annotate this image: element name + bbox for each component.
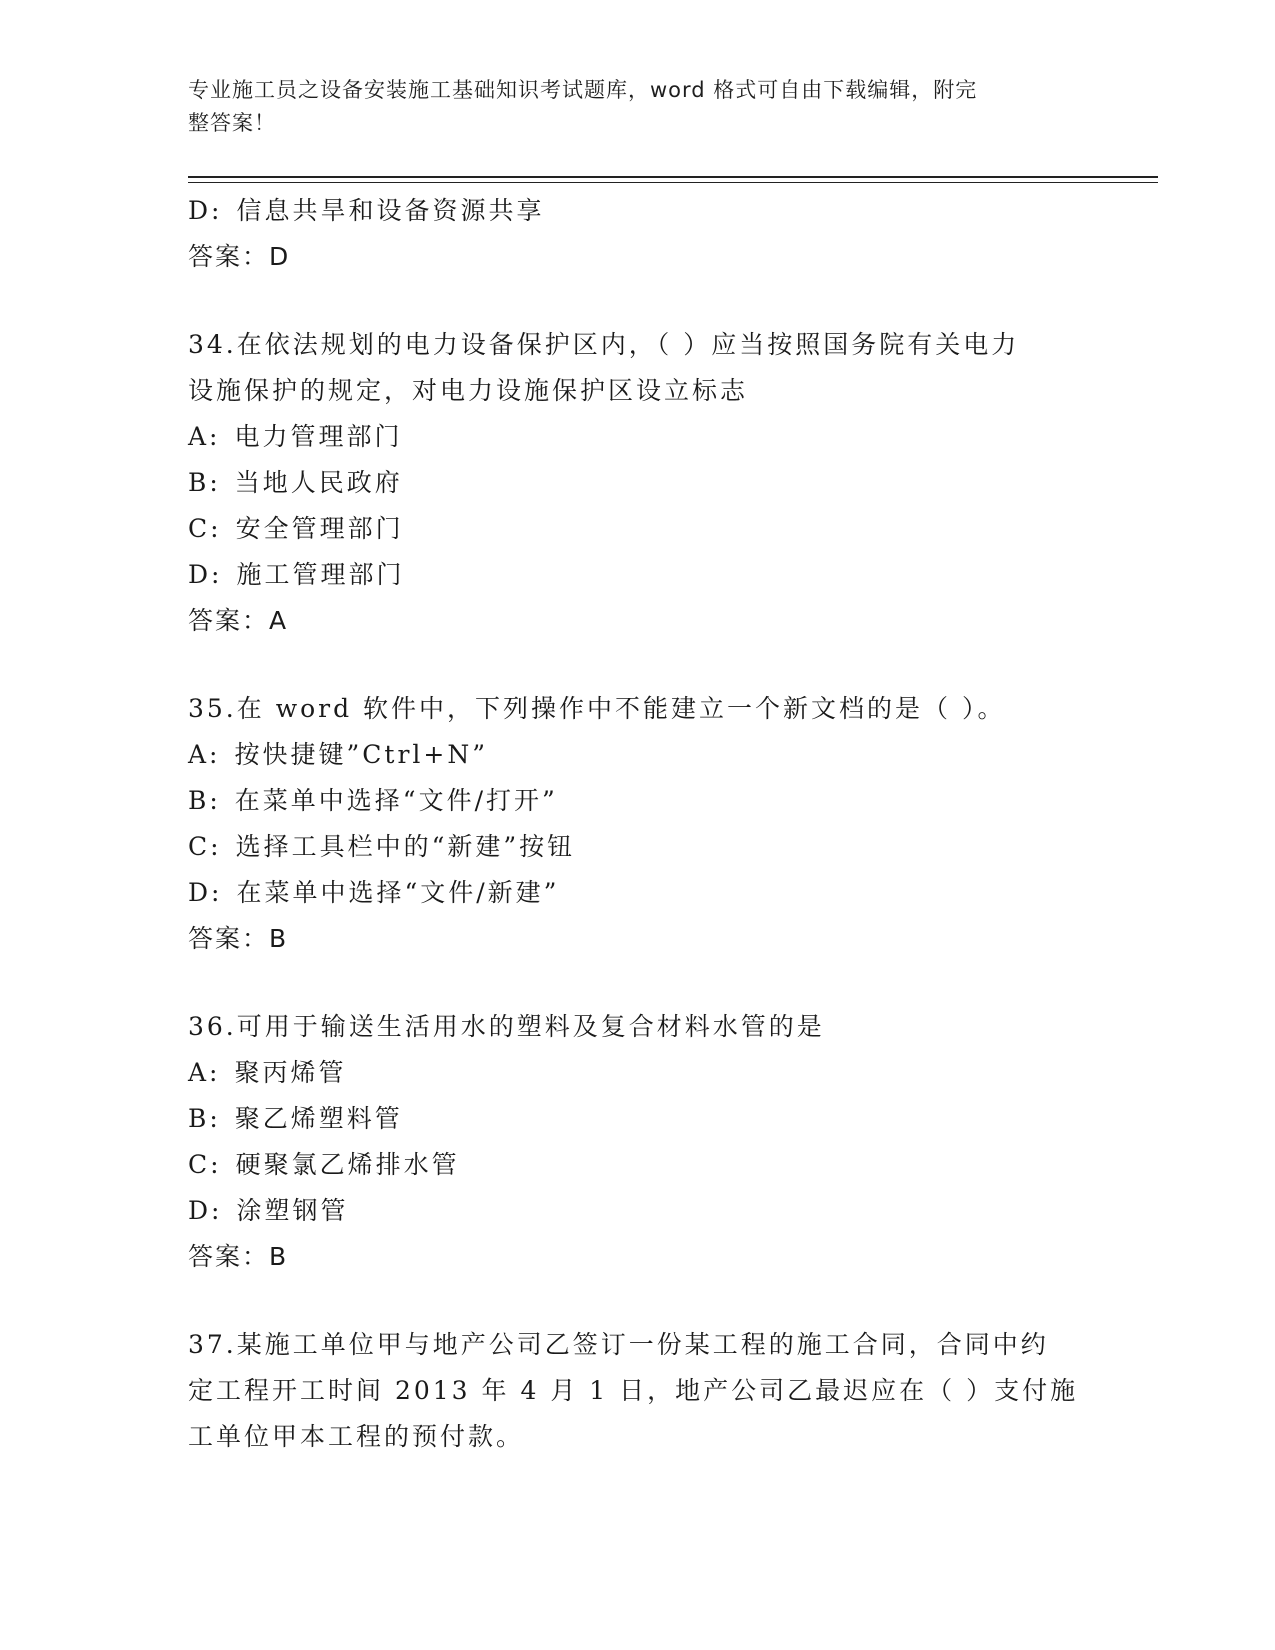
question-text: 36.可用于输送生活用水的塑料及复合材料水管的是 bbox=[188, 1012, 825, 1041]
answer: 答案：A bbox=[188, 606, 289, 635]
question-34 bbox=[188, 322, 1088, 644]
option-b: B: 当地人民政府 bbox=[188, 468, 403, 497]
option-a: A: 按快捷键”Ctrl+N” bbox=[188, 740, 488, 769]
answer: 答案：B bbox=[188, 1242, 289, 1271]
document-header bbox=[188, 74, 1068, 140]
option-a: A: 聚丙烯管 bbox=[188, 1058, 347, 1087]
option-d: D: 信息共旱和设备资源共享 bbox=[188, 196, 545, 225]
option-c: C: 选择工具栏中的“新建”按钮 bbox=[188, 832, 576, 861]
header-divider-thin bbox=[188, 182, 1158, 183]
option-b: B: 聚乙烯塑料管 bbox=[188, 1104, 403, 1133]
option-b: B: 在菜单中选择“文件/打开” bbox=[188, 786, 558, 815]
question-text: 设施保护的规定，对电力设施保护区设立标志 bbox=[188, 376, 749, 405]
header-divider-thick bbox=[188, 176, 1158, 178]
question-37 bbox=[188, 1322, 1088, 1460]
question-text: 34.在依法规划的电力设备保护区内，（ ）应当按照国务院有关电力 bbox=[188, 330, 1020, 359]
option-d: D: 涂塑钢管 bbox=[188, 1196, 349, 1225]
question-list bbox=[188, 188, 1088, 1460]
option-d: D: 施工管理部门 bbox=[188, 560, 405, 589]
option-c: C: 硬聚氯乙烯排水管 bbox=[188, 1150, 460, 1179]
option-a: A: 电力管理部门 bbox=[188, 422, 403, 451]
question-text: 定工程开工时间 2013 年 4 月 1 日，地产公司乙最迟应在（ ）支付施 bbox=[188, 1376, 1079, 1405]
question-35 bbox=[188, 686, 1088, 962]
question-text: 工单位甲本工程的预付款。 bbox=[188, 1422, 525, 1451]
question-36 bbox=[188, 1004, 1088, 1280]
header-line-1: 专业施工员之设备安装施工基础知识考试题库，word 格式可自由下载编辑，附完 bbox=[188, 78, 978, 102]
header-line-2: 整答案！ bbox=[188, 111, 276, 135]
answer: 答案：D bbox=[188, 242, 291, 271]
question-text: 35.在 word 软件中，下列操作中不能建立一个新文档的是（ ）。 bbox=[188, 694, 1006, 723]
answer: 答案：B bbox=[188, 924, 289, 953]
option-c: C: 安全管理部门 bbox=[188, 514, 404, 543]
question-text: 37.某施工单位甲与地产公司乙签订一份某工程的施工合同，合同中约 bbox=[188, 1330, 1049, 1359]
option-d: D: 在菜单中选择“文件/新建” bbox=[188, 878, 560, 907]
